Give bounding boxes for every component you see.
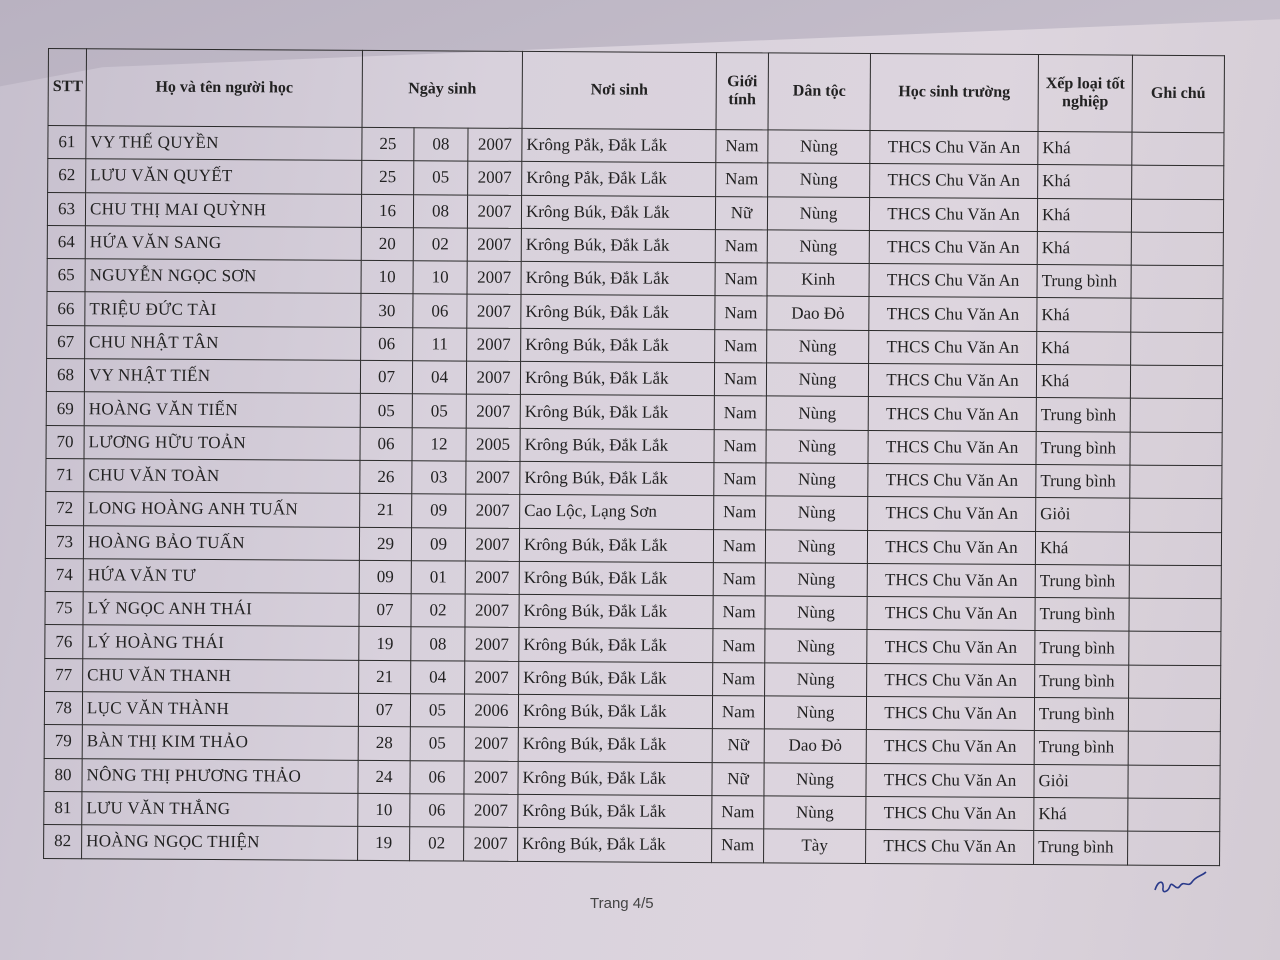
row-birth-day: 21 — [359, 660, 411, 694]
row-birth-month: 10 — [413, 261, 467, 295]
row-birth-month: 11 — [413, 328, 467, 362]
header-stt: STT — [48, 49, 86, 126]
row-birth-year: 2007 — [464, 761, 518, 795]
row-grade: Trung bình — [1035, 631, 1129, 665]
row-birth-year: 2007 — [466, 494, 520, 528]
row-birth-year: 2007 — [467, 261, 521, 295]
row-stt: 77 — [45, 658, 83, 692]
row-stt: 72 — [46, 492, 84, 526]
row-note — [1128, 831, 1220, 865]
row-note — [1129, 632, 1221, 666]
row-birth-day: 25 — [362, 127, 414, 161]
row-school: THCS Chu Văn An — [868, 430, 1036, 464]
row-birthplace: Cao Lộc, Lạng Sơn — [520, 495, 714, 529]
row-birth-year: 2006 — [464, 694, 518, 728]
row-note — [1132, 132, 1224, 166]
row-birthplace: Krông Búk, Đắk Lắk — [521, 295, 715, 329]
row-gender: Nữ — [715, 196, 767, 230]
row-grade: Khá — [1034, 797, 1128, 831]
row-birth-year: 2007 — [467, 195, 521, 229]
row-birthplace: Krông Pắk, Đắk Lắk — [522, 128, 716, 162]
row-birthplace: Krông Búk, Đắk Lắk — [521, 328, 715, 362]
row-gender: Nam — [714, 463, 766, 497]
row-school: THCS Chu Văn An — [867, 663, 1035, 697]
row-note — [1131, 299, 1223, 333]
row-birth-month: 02 — [411, 594, 465, 628]
row-birth-day: 06 — [360, 427, 412, 461]
row-note — [1130, 432, 1222, 466]
table-body — [44, 126, 1224, 866]
student-list-table — [43, 48, 1225, 866]
row-birth-year: 2007 — [465, 561, 519, 595]
row-birthplace: Krông Búk, Đắk Lắk — [518, 694, 712, 728]
row-note — [1130, 498, 1222, 532]
row-birthplace: Krông Búk, Đắk Lắk — [520, 395, 714, 429]
row-birth-year: 2007 — [466, 361, 520, 395]
row-birthplace: Krông Búk, Đắk Lắk — [521, 262, 715, 296]
row-birth-month: 05 — [412, 394, 466, 428]
row-birth-year: 2007 — [467, 228, 521, 262]
row-school: THCS Chu Văn An — [869, 197, 1037, 231]
row-school: THCS Chu Văn An — [866, 796, 1034, 830]
row-stt: 70 — [46, 425, 84, 459]
row-school: THCS Chu Văn An — [868, 397, 1036, 431]
row-name: LƯƠNG HỮU TOẢN — [84, 425, 360, 460]
row-gender: Nam — [715, 229, 767, 263]
row-gender: Nam — [715, 263, 767, 297]
row-ethnicity: Nùng — [765, 596, 867, 630]
row-name: LONG HOÀNG ANH TUẤN — [84, 492, 360, 527]
row-birthplace: Krông Búk, Đắk Lắk — [518, 794, 712, 828]
row-stt: 62 — [48, 159, 86, 193]
row-school: THCS Chu Văn An — [869, 264, 1037, 298]
row-grade: Khá — [1036, 365, 1130, 399]
table-row — [44, 825, 1220, 865]
row-birth-month: 06 — [413, 294, 467, 328]
row-name: CHU VĂN THANH — [83, 658, 359, 693]
row-gender: Nam — [712, 829, 764, 863]
row-stt: 78 — [44, 692, 82, 726]
header-note: Ghi chú — [1132, 55, 1224, 133]
row-birth-day: 25 — [362, 161, 414, 195]
row-school: THCS Chu Văn An — [869, 297, 1037, 331]
row-gender: Nam — [714, 496, 766, 530]
row-name: LƯU VĂN THẮNG — [82, 792, 358, 827]
row-name: LÝ NGỌC ANH THÁI — [83, 592, 359, 627]
row-birth-month: 05 — [414, 161, 468, 195]
row-school: THCS Chu Văn An — [867, 563, 1035, 597]
row-gender: Nam — [713, 562, 765, 596]
row-grade: Khá — [1037, 198, 1131, 232]
row-grade: Khá — [1038, 165, 1132, 199]
row-note — [1131, 265, 1223, 299]
row-school: THCS Chu Văn An — [866, 763, 1034, 797]
row-stt: 71 — [46, 458, 84, 492]
row-birth-month: 12 — [412, 427, 466, 461]
row-school: THCS Chu Văn An — [867, 597, 1035, 631]
row-stt: 79 — [44, 725, 82, 759]
row-birth-year: 2007 — [468, 128, 522, 162]
row-gender: Nữ — [712, 762, 764, 796]
row-birth-month: 05 — [410, 694, 464, 728]
row-gender: Nam — [715, 296, 767, 330]
row-birth-year: 2007 — [466, 394, 520, 428]
row-stt: 66 — [47, 292, 85, 326]
row-birthplace: Krông Búk, Đắk Lắk — [518, 828, 712, 862]
row-grade: Khá — [1035, 531, 1129, 565]
header-school: Học sinh trường — [870, 54, 1038, 132]
row-note — [1131, 199, 1223, 233]
header-birthplace: Nơi sinh — [522, 51, 716, 129]
row-ethnicity: Nùng — [767, 230, 869, 264]
row-birth-month: 02 — [413, 228, 467, 262]
row-stt: 64 — [47, 225, 85, 259]
row-gender: Nam — [715, 329, 767, 363]
row-birth-month: 08 — [413, 194, 467, 228]
row-note — [1132, 165, 1224, 199]
row-ethnicity: Nùng — [764, 796, 866, 830]
row-gender: Nam — [713, 629, 765, 663]
row-birth-day: 20 — [361, 227, 413, 261]
row-note — [1130, 465, 1222, 499]
row-birthplace: Krông Búk, Đắk Lắk — [519, 628, 713, 662]
row-birth-day: 28 — [358, 727, 410, 761]
row-birth-year: 2007 — [464, 827, 518, 861]
row-ethnicity: Nùng — [765, 629, 867, 663]
row-gender: Nam — [716, 163, 768, 197]
row-birth-day: 09 — [359, 560, 411, 594]
row-birth-month: 03 — [412, 461, 466, 495]
row-grade: Trung bình — [1035, 664, 1129, 698]
row-stt: 80 — [44, 758, 82, 792]
row-ethnicity: Nùng — [765, 663, 867, 697]
row-birth-year: 2007 — [464, 794, 518, 828]
row-birth-day: 07 — [358, 693, 410, 727]
row-birth-month: 08 — [414, 128, 468, 162]
row-birth-month: 01 — [411, 561, 465, 595]
row-grade: Giỏi — [1036, 498, 1130, 532]
row-ethnicity: Dao Đỏ — [767, 296, 869, 330]
row-stt: 75 — [45, 592, 83, 626]
row-gender: Nữ — [712, 729, 764, 763]
row-grade: Trung bình — [1036, 465, 1130, 499]
row-name: HOÀNG VĂN TIẾN — [84, 392, 360, 427]
row-ethnicity: Nùng — [765, 529, 867, 563]
row-gender: Nam — [713, 529, 765, 563]
row-stt: 65 — [47, 259, 85, 293]
row-birthplace: Krông Búk, Đắk Lắk — [519, 528, 713, 562]
header-dob: Ngày sinh — [362, 50, 522, 128]
row-grade: Trung bình — [1034, 831, 1128, 865]
row-birthplace: Krông Pắk, Đắk Lắk — [522, 162, 716, 196]
row-name: CHU THỊ MAI QUỲNH — [85, 192, 361, 227]
row-birth-month: 09 — [412, 494, 466, 528]
row-birth-day: 07 — [359, 594, 411, 628]
row-grade: Trung bình — [1034, 698, 1128, 732]
table-header-row — [48, 49, 1224, 133]
row-ethnicity: Nùng — [766, 496, 868, 530]
row-name: TRIỆU ĐỨC TÀI — [85, 292, 361, 327]
row-birth-day: 29 — [359, 527, 411, 561]
header-grade: Xếp loại tốt nghiệp — [1038, 55, 1132, 133]
row-birthplace: Krông Búk, Đắk Lắk — [518, 761, 712, 795]
row-name: LƯU VĂN QUYẾT — [86, 159, 362, 194]
row-stt: 73 — [45, 525, 83, 559]
row-grade: Khá — [1037, 298, 1131, 332]
row-grade: Khá — [1037, 331, 1131, 365]
row-ethnicity: Nùng — [764, 763, 866, 797]
row-birthplace: Krông Búk, Đắk Lắk — [519, 595, 713, 629]
row-birth-month: 04 — [412, 361, 466, 395]
row-grade: Trung bình — [1036, 398, 1130, 432]
row-note — [1130, 398, 1222, 432]
row-grade: Khá — [1037, 231, 1131, 265]
row-birthplace: Krông Búk, Đắk Lắk — [521, 228, 715, 262]
row-school: THCS Chu Văn An — [869, 330, 1037, 364]
row-ethnicity: Nùng — [767, 330, 869, 364]
row-gender: Nam — [714, 429, 766, 463]
row-name: CHU VĂN TOÀN — [84, 459, 360, 494]
row-gender: Nam — [713, 596, 765, 630]
row-note — [1130, 365, 1222, 399]
row-birth-year: 2007 — [465, 594, 519, 628]
row-grade: Trung bình — [1037, 265, 1131, 299]
row-birth-month: 05 — [410, 727, 464, 761]
row-ethnicity: Nùng — [767, 196, 869, 230]
row-stt: 63 — [47, 192, 85, 226]
row-note — [1129, 665, 1221, 699]
row-stt: 82 — [44, 825, 82, 859]
row-birth-day: 06 — [361, 327, 413, 361]
row-stt: 81 — [44, 791, 82, 825]
row-note — [1131, 332, 1223, 366]
row-name: BÀN THỊ KIM THẢO — [82, 725, 358, 760]
row-grade: Giỏi — [1034, 764, 1128, 798]
student-list-table-wrapper — [43, 48, 1224, 866]
row-grade: Trung bình — [1034, 731, 1128, 765]
row-birth-day: 10 — [358, 793, 410, 827]
row-birth-day: 30 — [361, 294, 413, 328]
row-name: LỤC VĂN THÀNH — [82, 692, 358, 727]
row-school: THCS Chu Văn An — [868, 497, 1036, 531]
row-name: NGUYỄN NGỌC SƠN — [85, 259, 361, 294]
row-ethnicity: Dao Đỏ — [764, 729, 866, 763]
row-birth-day: 16 — [361, 194, 413, 228]
row-birthplace: Krông Búk, Đắk Lắk — [520, 428, 714, 462]
row-birth-day: 24 — [358, 760, 410, 794]
row-note — [1128, 731, 1220, 765]
row-gender: Nam — [712, 696, 764, 730]
row-stt: 68 — [46, 359, 84, 393]
row-birth-year: 2007 — [464, 727, 518, 761]
row-birth-year: 2007 — [467, 295, 521, 329]
row-birth-day: 07 — [360, 360, 412, 394]
row-birth-day: 10 — [361, 261, 413, 295]
row-stt: 69 — [46, 392, 84, 426]
row-stt: 74 — [45, 558, 83, 592]
signature-mark — [1150, 862, 1210, 902]
row-birth-month: 06 — [410, 794, 464, 828]
row-name: VY THẾ QUYỀN — [86, 126, 362, 161]
row-birthplace: Krông Búk, Đắk Lắk — [519, 661, 713, 695]
row-birthplace: Krông Búk, Đắk Lắk — [520, 361, 714, 395]
row-name: LÝ HOÀNG THÁI — [83, 625, 359, 660]
row-stt: 61 — [48, 126, 86, 160]
row-gender: Nam — [712, 796, 764, 830]
row-name: HOÀNG NGỌC THIỆN — [82, 825, 358, 860]
row-name: VY NHẬT TIẾN — [84, 359, 360, 394]
row-ethnicity: Nùng — [768, 130, 870, 164]
row-grade: Trung bình — [1035, 564, 1129, 598]
row-ethnicity: Nùng — [766, 430, 868, 464]
row-note — [1129, 532, 1221, 566]
row-name: HỨA VĂN SANG — [85, 226, 361, 261]
row-birth-day: 19 — [359, 627, 411, 661]
row-school: THCS Chu Văn An — [867, 530, 1035, 564]
row-note — [1128, 765, 1220, 799]
row-ethnicity: Nùng — [766, 363, 868, 397]
row-name: HỨA VĂN TƯ — [83, 559, 359, 594]
row-grade: Trung bình — [1035, 598, 1129, 632]
row-note — [1129, 598, 1221, 632]
row-gender: Nam — [716, 130, 768, 164]
row-birth-year: 2007 — [465, 528, 519, 562]
row-note — [1129, 565, 1221, 599]
row-school: THCS Chu Văn An — [869, 230, 1037, 264]
row-grade: Trung bình — [1036, 431, 1130, 465]
row-ethnicity: Kinh — [767, 263, 869, 297]
row-birthplace: Krông Búk, Đắk Lắk — [520, 461, 714, 495]
row-gender: Nam — [713, 662, 765, 696]
row-stt: 76 — [45, 625, 83, 659]
row-note — [1128, 698, 1220, 732]
header-gender: Giới tính — [716, 53, 768, 130]
row-birth-day: 26 — [360, 460, 412, 494]
row-school: THCS Chu Văn An — [867, 630, 1035, 664]
row-school: THCS Chu Văn An — [866, 697, 1034, 731]
row-birthplace: Krông Búk, Đắk Lắk — [521, 195, 715, 229]
row-name: NÔNG THỊ PHƯƠNG THẢO — [82, 758, 358, 793]
row-birth-month: 02 — [410, 827, 464, 861]
row-stt: 67 — [47, 325, 85, 359]
row-birth-day: 05 — [360, 394, 412, 428]
row-birth-year: 2007 — [466, 461, 520, 495]
row-ethnicity: Nùng — [768, 163, 870, 197]
row-name: CHU NHẬT TÂN — [85, 326, 361, 361]
row-ethnicity: Nùng — [766, 463, 868, 497]
row-school: THCS Chu Văn An — [870, 164, 1038, 198]
row-name: HOÀNG BẢO TUẤN — [83, 525, 359, 560]
row-birth-year: 2007 — [467, 328, 521, 362]
row-birth-month: 08 — [411, 627, 465, 661]
row-school: THCS Chu Văn An — [866, 730, 1034, 764]
row-birth-month: 06 — [410, 760, 464, 794]
row-ethnicity: Tày — [764, 829, 866, 863]
row-birth-month: 04 — [411, 660, 465, 694]
row-birth-year: 2005 — [466, 428, 520, 462]
row-birth-year: 2007 — [465, 661, 519, 695]
header-name: Họ và tên người học — [86, 49, 362, 128]
row-ethnicity: Nùng — [764, 696, 866, 730]
row-note — [1128, 798, 1220, 832]
row-school: THCS Chu Văn An — [868, 463, 1036, 497]
row-birth-day: 21 — [360, 494, 412, 528]
row-note — [1131, 232, 1223, 266]
row-birth-year: 2007 — [468, 161, 522, 195]
row-birth-year: 2007 — [465, 628, 519, 662]
row-school: THCS Chu Văn An — [870, 131, 1038, 165]
row-school: THCS Chu Văn An — [868, 364, 1036, 398]
row-school: THCS Chu Văn An — [866, 830, 1034, 864]
row-gender: Nam — [714, 396, 766, 430]
row-ethnicity: Nùng — [766, 396, 868, 430]
page-number: Trang 4/5 — [590, 895, 654, 912]
row-grade: Khá — [1038, 132, 1132, 166]
header-ethnicity: Dân tộc — [768, 53, 870, 131]
row-birthplace: Krông Búk, Đắk Lắk — [518, 728, 712, 762]
row-birthplace: Krông Búk, Đắk Lắk — [519, 561, 713, 595]
row-birth-month: 09 — [411, 527, 465, 561]
row-birth-day: 19 — [358, 827, 410, 861]
row-ethnicity: Nùng — [765, 563, 867, 597]
row-gender: Nam — [714, 363, 766, 397]
